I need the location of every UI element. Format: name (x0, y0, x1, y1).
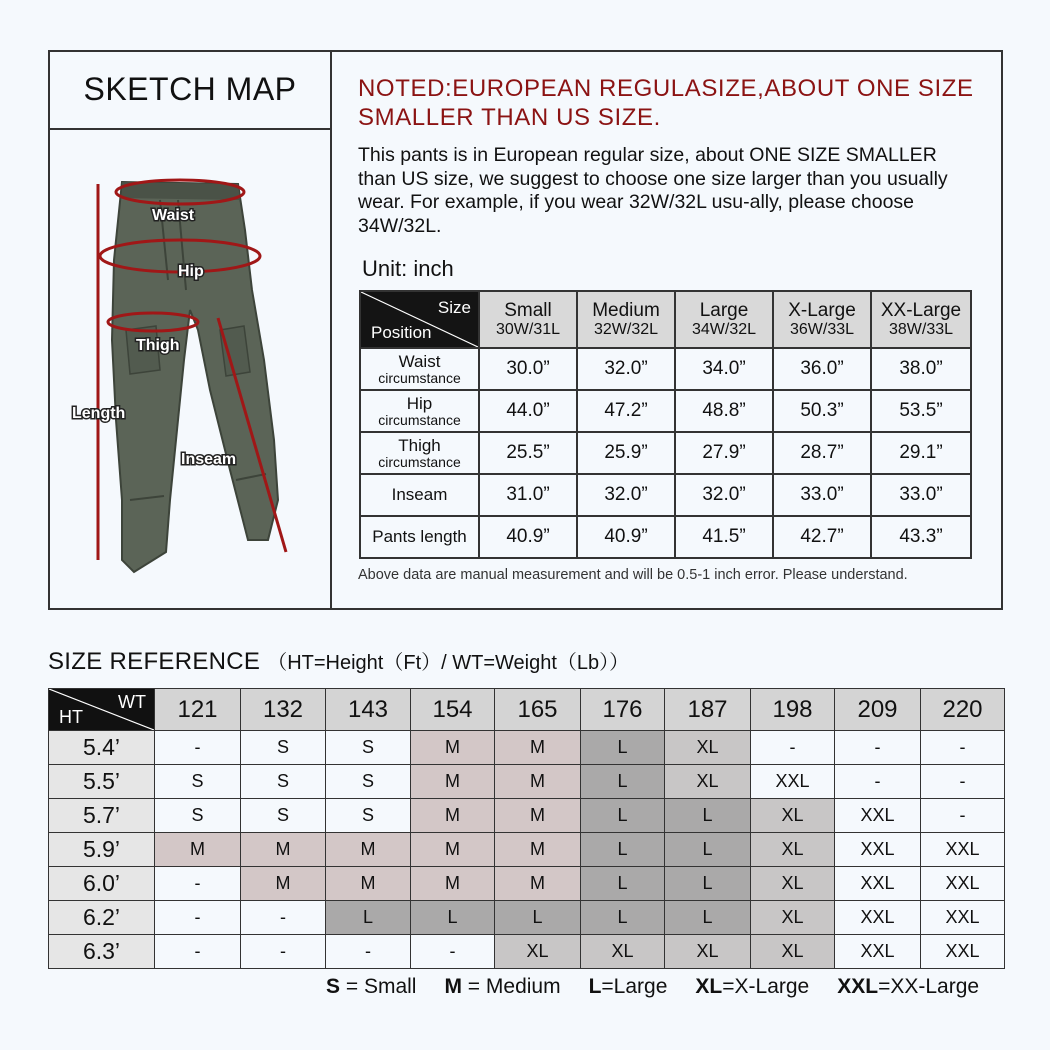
measurement-row (360, 516, 971, 558)
size-cell: - (241, 935, 326, 969)
size-column-header (479, 291, 577, 348)
size-cell: XXL (835, 833, 921, 867)
position-label: Thigh (398, 436, 441, 455)
measurement-position (360, 474, 479, 516)
height-row (49, 901, 1005, 935)
measurement-corner (360, 291, 479, 348)
weight-header: 143 (326, 689, 411, 731)
size-cell: - (241, 901, 326, 935)
size-cell: - (921, 731, 1005, 765)
size-cell: L (581, 731, 665, 765)
legend-item (589, 975, 668, 998)
size-cell: M (155, 833, 241, 867)
measurement-value: 34.0” (675, 348, 773, 390)
reference-corner (49, 689, 155, 731)
corner-size-label: Size (437, 298, 471, 317)
weight-header: 209 (835, 689, 921, 731)
legend-text: =Large (601, 975, 668, 998)
position-label: Waist (398, 352, 441, 371)
size-cell: L (411, 901, 495, 935)
measurement-value: 42.7” (773, 516, 871, 558)
measurement-value: 25.9” (577, 432, 675, 474)
size-cell: - (411, 935, 495, 969)
size-cell: M (495, 867, 581, 901)
measurement-value: 32.0” (577, 348, 675, 390)
size-cell: XXL (921, 935, 1005, 969)
legend-key: XXL (837, 975, 879, 998)
measurement-row (360, 432, 971, 474)
size-cell: XL (665, 731, 751, 765)
size-cell: XXL (751, 765, 835, 799)
measurement-value: 48.8” (675, 390, 773, 432)
size-cell: XXL (835, 901, 921, 935)
weight-header-row (49, 689, 1005, 731)
size-waist-length: 36W/33L (789, 321, 855, 338)
height-row (49, 765, 1005, 799)
thigh-label: Thigh (136, 337, 180, 354)
size-reference-title (48, 646, 629, 676)
size-cell: - (326, 935, 411, 969)
weight-header: 132 (241, 689, 326, 731)
height-label: 5.9’ (49, 833, 155, 867)
size-description: This pants is in European regular size, about ONE SIZE SMALLER than US size, we suggest to choose one size larger than you usually wear. For example, if you wear 32W/32L usu-ally, please choose 34W/32L. (358, 144, 948, 237)
size-cell: L (495, 901, 581, 935)
size-cell: M (411, 799, 495, 833)
measurement-value: 30.0” (479, 348, 577, 390)
size-cell: S (326, 799, 411, 833)
weight-header: 154 (411, 689, 495, 731)
measurement-value: 40.9” (577, 516, 675, 558)
measurement-position (360, 348, 479, 390)
size-cell: - (835, 765, 921, 799)
legend-text: = Medium (461, 975, 561, 998)
measurement-value: 53.5” (871, 390, 971, 432)
legend-key: M (444, 975, 462, 998)
height-label: 5.5’ (49, 765, 155, 799)
size-cell: XXL (835, 867, 921, 901)
measurement-value: 40.9” (479, 516, 577, 558)
position-label: Inseam (391, 485, 448, 504)
weight-header: 198 (751, 689, 835, 731)
size-cell: XL (751, 867, 835, 901)
measurement-value: 31.0” (479, 474, 577, 516)
size-reference-table (48, 688, 1005, 969)
size-cell: XL (665, 765, 751, 799)
measurement-value: 29.1” (871, 432, 971, 474)
sketch-map-title: SKETCH MAP (48, 50, 332, 130)
height-label: 6.2’ (49, 901, 155, 935)
size-waist-length: 34W/32L (691, 321, 757, 338)
height-row (49, 867, 1005, 901)
weight-header: 165 (495, 689, 581, 731)
unit-label: Unit: inch (362, 256, 454, 281)
legend-text: = Small (340, 975, 417, 998)
weight-header: 187 (665, 689, 751, 731)
size-cell: XL (665, 935, 751, 969)
position-sublabel: circumstance (378, 370, 461, 386)
size-name: X-Large (788, 300, 856, 321)
position-label: Pants length (372, 527, 467, 546)
height-row (49, 731, 1005, 765)
measurement-value: 36.0” (773, 348, 871, 390)
size-cell: - (155, 867, 241, 901)
size-cell: S (241, 731, 326, 765)
size-reference-heading: SIZE REFERENCE (48, 648, 261, 675)
corner-ht-label: HT (59, 707, 83, 727)
size-column-header (675, 291, 773, 348)
weight-header: 121 (155, 689, 241, 731)
height-label: 6.0’ (49, 867, 155, 901)
measurement-value: 32.0” (675, 474, 773, 516)
inseam-label: Inseam (181, 451, 237, 468)
size-cell: XXL (835, 935, 921, 969)
size-cell: M (241, 833, 326, 867)
size-cell: XXL (921, 867, 1005, 901)
size-name: Medium (592, 300, 660, 321)
size-cell: - (155, 731, 241, 765)
weight-header: 220 (921, 689, 1005, 731)
weight-header: 176 (581, 689, 665, 731)
size-cell: L (581, 901, 665, 935)
size-cell: XXL (921, 833, 1005, 867)
size-cell: M (495, 765, 581, 799)
size-waist-length: 38W/33L (888, 321, 954, 338)
measurement-value: 50.3” (773, 390, 871, 432)
size-cell: - (835, 731, 921, 765)
position-sublabel: circumstance (378, 454, 461, 470)
size-cell: S (155, 765, 241, 799)
size-notice: NOTED:EUROPEAN REGULASIZE,ABOUT ONE SIZE SMALLER THAN US SIZE. (358, 75, 974, 131)
size-cell: L (581, 867, 665, 901)
size-cell: L (581, 833, 665, 867)
size-cell: XL (751, 799, 835, 833)
legend-key: S (326, 975, 341, 998)
size-cell: XL (751, 833, 835, 867)
size-cell: M (411, 867, 495, 901)
corner-wt-label: WT (118, 692, 146, 712)
measurement-value: 32.0” (577, 474, 675, 516)
legend-text: =XX-Large (878, 975, 980, 998)
legend-item (695, 975, 809, 998)
measurement-row (360, 348, 971, 390)
size-cell: S (241, 765, 326, 799)
size-cell: S (155, 799, 241, 833)
pants-sketch (60, 140, 310, 580)
size-cell: M (411, 765, 495, 799)
size-cell: L (665, 901, 751, 935)
size-name: Small (504, 300, 552, 321)
measurement-row (360, 474, 971, 516)
size-cell: M (411, 731, 495, 765)
size-column-header (871, 291, 971, 348)
height-row (49, 935, 1005, 969)
height-row (49, 799, 1005, 833)
position-sublabel: circumstance (378, 412, 461, 428)
size-name: Large (699, 300, 749, 321)
size-cell: XL (751, 935, 835, 969)
size-column-header (773, 291, 871, 348)
measurement-value: 33.0” (871, 474, 971, 516)
height-label: 5.7’ (49, 799, 155, 833)
legend-key: XL (695, 975, 723, 998)
height-label: 6.3’ (49, 935, 155, 969)
measurement-position (360, 390, 479, 432)
size-column-header (577, 291, 675, 348)
size-name: XX-Large (880, 300, 962, 321)
measurement-value: 27.9” (675, 432, 773, 474)
legend-item (837, 975, 979, 998)
size-cell: XL (495, 935, 581, 969)
size-cell: S (326, 765, 411, 799)
measurement-value: 38.0” (871, 348, 971, 390)
measurement-table (359, 290, 972, 559)
size-cell: - (921, 799, 1005, 833)
position-label: Hip (406, 394, 433, 413)
size-waist-length: 30W/31L (495, 321, 561, 338)
size-cell: - (155, 935, 241, 969)
measurement-note: Above data are manual measurement and will be 0.5-1 inch error. Please understand. (358, 567, 908, 583)
size-reference-subtitle: （HT=Height（Ft）/ WT=Weight（Lb）） (267, 652, 630, 674)
size-cell: S (241, 799, 326, 833)
legend-item (444, 975, 560, 998)
size-cell: L (581, 765, 665, 799)
measurement-value: 28.7” (773, 432, 871, 474)
size-cell: M (326, 833, 411, 867)
size-cell: M (495, 731, 581, 765)
size-legend (326, 975, 979, 999)
measurement-value: 44.0” (479, 390, 577, 432)
size-waist-length: 32W/32L (593, 321, 659, 338)
measurement-row (360, 390, 971, 432)
measurement-position (360, 432, 479, 474)
size-cell: M (495, 799, 581, 833)
size-cell: - (921, 765, 1005, 799)
size-cell: XXL (835, 799, 921, 833)
size-cell: XL (581, 935, 665, 969)
size-cell: M (326, 867, 411, 901)
measurement-value: 41.5” (675, 516, 773, 558)
measurement-position (360, 516, 479, 558)
size-cell: L (665, 833, 751, 867)
size-cell: M (495, 833, 581, 867)
size-cell: M (411, 833, 495, 867)
corner-position-label: Position (371, 323, 432, 342)
size-cell: XXL (921, 901, 1005, 935)
size-cell: L (665, 867, 751, 901)
measurement-header-row (360, 291, 971, 348)
waist-label: Waist (152, 207, 195, 224)
hip-label: Hip (178, 263, 204, 280)
size-cell: - (751, 731, 835, 765)
measurement-value: 25.5” (479, 432, 577, 474)
length-label: Length (72, 405, 126, 422)
height-label: 5.4’ (49, 731, 155, 765)
legend-item (326, 975, 416, 998)
size-cell: L (665, 799, 751, 833)
legend-key: L (588, 975, 602, 998)
measurement-value: 33.0” (773, 474, 871, 516)
measurement-value: 47.2” (577, 390, 675, 432)
size-cell: S (326, 731, 411, 765)
legend-text: =X-Large (722, 975, 810, 998)
size-cell: L (326, 901, 411, 935)
size-cell: - (155, 901, 241, 935)
size-cell: XL (751, 901, 835, 935)
size-cell: L (581, 799, 665, 833)
height-row (49, 833, 1005, 867)
size-cell: M (241, 867, 326, 901)
measurement-value: 43.3” (871, 516, 971, 558)
